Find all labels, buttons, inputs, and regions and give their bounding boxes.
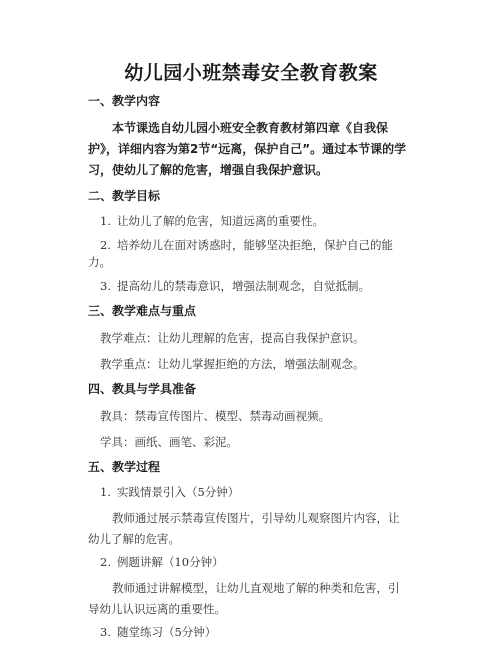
goal-item: 1. 让幼儿了解的危害，知道远离的重要性。 (100, 214, 324, 228)
section-heading-content: 一、教学内容 (88, 94, 161, 108)
process-step-desc: 教师通过展示禁毒宣传图片，引导幼儿观察图片内容，让幼儿了解的危害。 (88, 511, 400, 546)
student-tools: 学具：画纸、画笔、彩泥。 (100, 435, 238, 449)
section-heading-goals: 二、教学目标 (88, 189, 161, 203)
goal-item: 3. 提高幼儿的禁毒意识，增强法制观念，自觉抵制。 (100, 279, 370, 293)
teaching-difficulty: 教学难点：让幼儿理解的危害，提高自我保护意识。 (100, 331, 365, 345)
section-heading-process: 五、教学过程 (88, 460, 161, 474)
document-body (88, 92, 410, 648)
process-step-title: 3. 随堂练习（5分钟） (100, 625, 217, 639)
document-title: 幼儿园小班禁毒安全教育教案 (124, 62, 378, 84)
process-step-desc: 教师通过讲解模型，让幼儿直观地了解的种类和危害，引导幼儿认识远离的重要性。 (88, 581, 400, 616)
teaching-key: 教学重点：让幼儿掌握拒绝的方法，增强法制观念。 (100, 357, 365, 371)
process-step-title: 1. 实践情景引入（5分钟） (100, 485, 240, 499)
section-heading-materials: 四、教具与学具准备 (88, 382, 197, 396)
goal-item: 2. 培养幼儿在面对诱惑时，能够坚决拒绝，保护自己的能力。 (88, 238, 393, 269)
process-step-title: 2. 例题讲解（10分钟） (100, 555, 224, 569)
teacher-tools: 教具：禁毒宣传图片、模型、禁毒动画视频。 (100, 409, 330, 423)
section-heading-key-points: 三、教学难点与重点 (88, 304, 197, 318)
section-content-text: 本节课选自幼儿园小班安全教育教材第四章《自我保护》，详细内容为第2节“远离，保护自己”。通过本节课的学习，使幼儿了解的危害，增强自我保护意识。 (88, 121, 407, 177)
